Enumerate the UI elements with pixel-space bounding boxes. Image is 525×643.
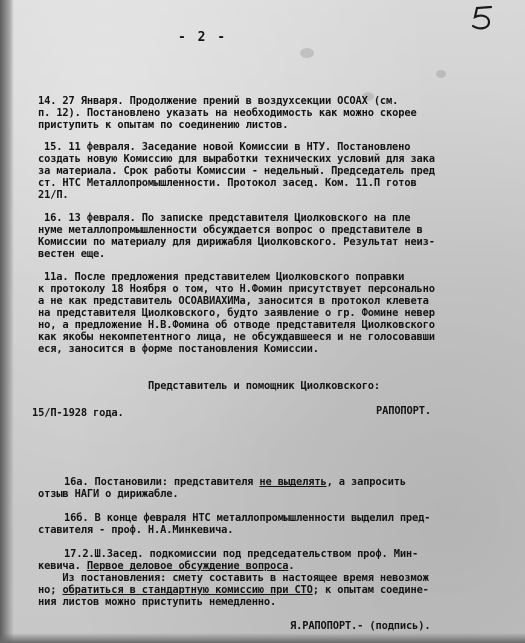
item-11a-line: но, а предложение Н.В.Фомина об отводе представителя Циолковского (38, 319, 435, 331)
item-15-line: за материала. Срок работы Комиссии - недельный. Председатель пред (38, 165, 435, 177)
item-11a-line: к протоколу 18 Ноября о том, что Н.Фомин присутствует персонально (38, 283, 435, 295)
handwritten-page-number (467, 4, 497, 32)
item-15-line: ст. НТС Металлопромышленности. Протокол засед. Ком. 11.П готов (38, 177, 417, 189)
signature-title: Представитель и помощник Циолковского: (148, 380, 381, 392)
item-17-line: ния листов можно приступить немедленно. (38, 596, 277, 608)
item-14-line: приступить к опытам по соединению листов. (38, 119, 289, 131)
signature-2: Я.РАПОПОРТ.- (подпись). (290, 620, 431, 632)
item-16b-line: 16б. В конце февраля НТС металлопромышленности выделил пред- (64, 512, 431, 524)
item-14-line: п. 12). Постановлено указать на необходимость как можно скорее (38, 107, 417, 119)
item-16a-line (64, 476, 406, 488)
page-number: - 2 - (178, 30, 228, 45)
scan-speck (300, 48, 314, 58)
item-11a-line: еся, заносится в форме постановления Комиссии. (38, 343, 319, 355)
item-16-line: нуме металлопромышленности обсуждается вопрос о представителе в (38, 224, 423, 236)
item-15-line: создать новую Комиссию для выработки технических условий для зака (38, 153, 435, 165)
item-17-line (38, 560, 294, 572)
signature-date: 15/П-1928 года. (32, 407, 124, 419)
item-17-suffix: . (288, 560, 295, 572)
item-16b-line: ставителя - проф. Н.А.Минкевича. (38, 524, 234, 536)
item-17-prefix: кевича. (38, 560, 87, 572)
item-17-underlined: Первое деловое обсуждение вопроса (86, 560, 289, 572)
item-11a-line: 11а. После предложения представителем Циолковского поправки (44, 271, 405, 283)
item-17-prefix: но; (38, 584, 63, 596)
item-16a-line: отзыв НАГИ о дирижабле. (38, 488, 179, 500)
item-17-line: 17.2.Ш.Засед. подкомиссии под председательством проф. Мин- (64, 548, 419, 560)
item-16a-underlined: не выделять (259, 476, 327, 488)
item-16-line: Комиссии по материалу для дирижабля Циолковского. Результат неиз- (38, 236, 435, 248)
item-15-line: 15. 11 февраля. Заседание новой Комиссии в НТУ. Постановлено (44, 141, 411, 153)
item-17-line: Из постановления: смету составить в настоящее время невозмож (38, 572, 429, 584)
item-16a-prefix: 16а. Постановили: представителя (64, 476, 260, 488)
item-11a-line: а не как представитель ОСОАВИАХИМа, заносится в протокол клевета (38, 295, 429, 307)
item-15-line: 21/П. (38, 189, 69, 201)
item-17-underlined: обратиться в стандартную комиссию при СТО (62, 584, 313, 596)
item-11a-line: на представителя Циолковского, будто заявление о гр. Фомине невер (38, 307, 435, 319)
item-17-suffix: ; к опытам соедине- (312, 584, 429, 596)
signature-name: РАПОПОРТ. (376, 405, 431, 417)
item-16-line: 16. 13 февраля. По записке представителя Циолковского на пле (44, 212, 411, 224)
scan-speck (436, 70, 446, 78)
scan-shadow-left (0, 0, 14, 643)
item-16-line: вестен еще. (38, 248, 106, 260)
item-17-line (38, 584, 429, 596)
item-11a-line: как якобы некомпетентного лица, не обсуждавшееся и не голосовавши (38, 331, 435, 343)
item-16a-suffix: , а запросить (326, 476, 406, 488)
scan-shadow-bottom (0, 633, 525, 643)
item-14-line: 14. 27 Января. Продолжение прений в воздухсекции ОСОАХ (см. (38, 95, 399, 107)
